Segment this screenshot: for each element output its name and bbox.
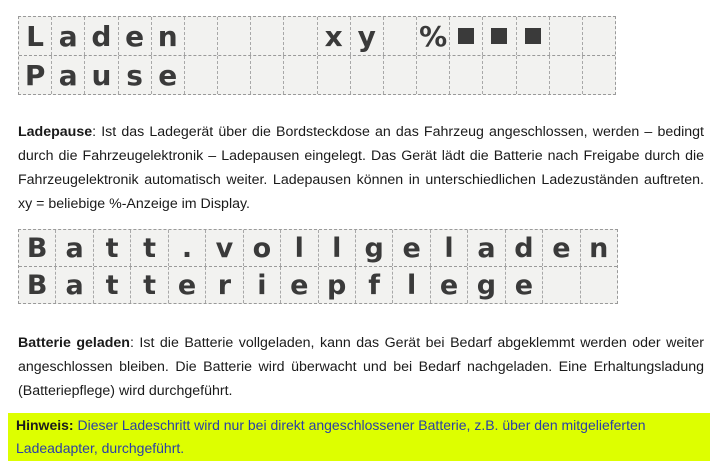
lcd-cell: r: [205, 267, 242, 303]
lcd-cell: a: [51, 17, 84, 55]
lcd-cell: P: [24, 58, 46, 92]
lcd-cell: [449, 56, 482, 94]
lcd-row: [19, 230, 617, 266]
lcd-cell: s: [118, 56, 151, 94]
lcd-cell: y: [350, 17, 383, 55]
lcd-cell: [184, 56, 217, 94]
lcd-cell: d: [505, 230, 542, 266]
text-batterie-geladen: : Ist die Batterie vollgeladen, kann das Gerät bei Bedarf abgeklemmt werden oder weiter angeschlossen bleiben. Die Batterie wird überwacht und bei Bedarf nachgeladen. Eine Erhaltungsladung (Batteriepflege) wird durchgeführt.: [18, 335, 704, 399]
lcd-cell: e: [151, 56, 184, 94]
lcd-cell: e: [168, 267, 205, 303]
lcd-display-battery-charged: [18, 229, 618, 304]
progress-block-icon: [525, 28, 541, 44]
lcd-cell: d: [84, 17, 117, 55]
lcd-cell: [580, 267, 617, 303]
term-batterie-geladen: Batterie geladen: [18, 335, 130, 351]
lcd-cell: [416, 56, 449, 94]
lcd-cell: [217, 56, 250, 94]
lcd-cell: L: [26, 19, 44, 53]
lcd-cell: [549, 17, 582, 55]
lcd-cell: [516, 56, 549, 94]
lcd-cell: t: [130, 230, 167, 266]
lcd-cell: [217, 17, 250, 55]
lcd-cell: l: [430, 230, 467, 266]
hint-box: [8, 413, 710, 461]
lcd-cell: l: [280, 230, 317, 266]
lcd-cell: [582, 17, 615, 55]
lcd-cell: [482, 56, 515, 94]
lcd-cell: [317, 56, 350, 94]
lcd-cell: B: [26, 232, 48, 264]
lcd-cell: a: [55, 267, 92, 303]
lcd-cell: l: [392, 267, 429, 303]
lcd-cell: v: [205, 230, 242, 266]
lcd-cell: e: [542, 230, 579, 266]
lcd-cell: a: [55, 230, 92, 266]
lcd-display-charging-pause: [18, 16, 616, 95]
paragraph-batterie-geladen: [18, 331, 704, 403]
lcd-cell: t: [93, 230, 130, 266]
lcd-cell: [383, 56, 416, 94]
hint-text: Dieser Ladeschritt wird nur bei direkt angeschlossener Batterie, z.B. über den mitgelieferten Ladeadapter, durchgeführt.: [16, 417, 646, 456]
lcd-cell: g: [467, 267, 504, 303]
progress-block-icon: [491, 28, 507, 44]
lcd-cell: [582, 56, 615, 94]
lcd-cell: [350, 56, 383, 94]
lcd-cell: i: [243, 267, 280, 303]
hint-label: Hinweis:: [16, 417, 74, 433]
lcd-cell: u: [84, 56, 117, 94]
lcd-cell: e: [392, 230, 429, 266]
lcd-cell: [383, 17, 416, 55]
lcd-cell: a: [51, 56, 84, 94]
paragraph-ladepause: [18, 120, 704, 216]
lcd-cell: e: [505, 267, 542, 303]
progress-block-icon: [458, 28, 474, 44]
lcd-cell: [283, 56, 316, 94]
lcd-cell: [184, 17, 217, 55]
lcd-cell: [250, 56, 283, 94]
lcd-cell: [549, 56, 582, 94]
lcd-row: [19, 55, 615, 94]
lcd-cell: f: [355, 267, 392, 303]
lcd-cell: B: [26, 269, 48, 301]
lcd-cell: t: [130, 267, 167, 303]
lcd-cell: t: [93, 267, 130, 303]
lcd-cell: %: [416, 17, 449, 55]
lcd-cell: g: [355, 230, 392, 266]
lcd-cell: .: [168, 230, 205, 266]
lcd-cell: n: [151, 17, 184, 55]
lcd-block-segment: [482, 17, 515, 55]
lcd-cell: n: [580, 230, 617, 266]
lcd-cell: [250, 17, 283, 55]
lcd-cell: e: [118, 17, 151, 55]
lcd-cell: [283, 17, 316, 55]
lcd-cell: e: [280, 267, 317, 303]
lcd-cell: l: [318, 230, 355, 266]
lcd-row: [19, 266, 617, 303]
lcd-cell: a: [467, 230, 504, 266]
text-ladepause: : Ist das Ladegerät über die Bordsteckdose an das Fahrzeug angeschlossen, werden – bedingt durch die Fahrzeugelektronik – Ladepausen eingelegt. Das Gerät lädt die Batterie nach Freigabe durch die Fahrzeugelektronik automatisch weiter. Ladepausen können in unterschiedlichen Ladezuständen auftreten. xy = beliebige %-Anzeige im Display.: [18, 124, 704, 212]
term-ladepause: Ladepause: [18, 124, 93, 140]
lcd-row: [19, 17, 615, 55]
lcd-cell: [542, 267, 579, 303]
lcd-block-segment: [516, 17, 549, 55]
lcd-block-segment: [449, 17, 482, 55]
lcd-cell: p: [318, 267, 355, 303]
lcd-cell: x: [317, 17, 350, 55]
lcd-cell: e: [430, 267, 467, 303]
lcd-cell: o: [243, 230, 280, 266]
